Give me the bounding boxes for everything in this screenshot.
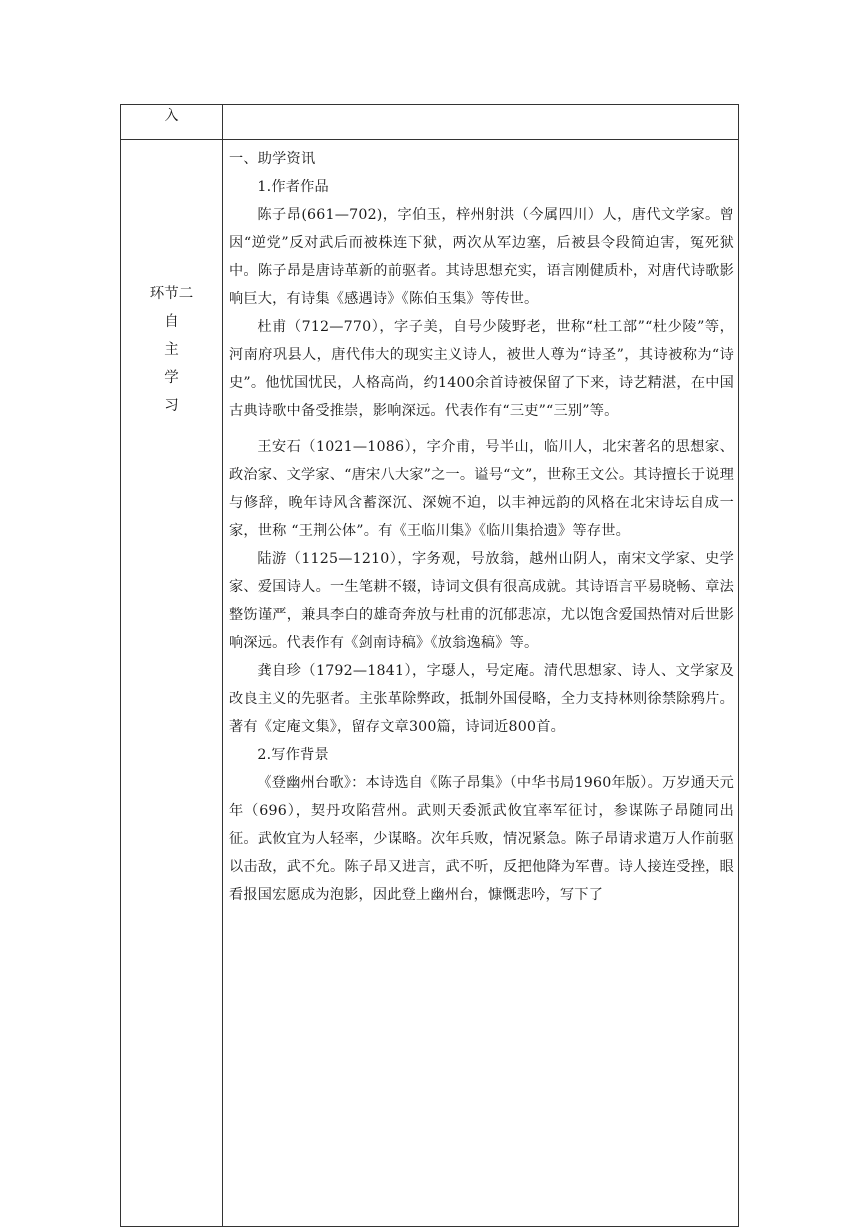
subheading-background: 2.写作背景 xyxy=(257,747,329,763)
table-row xyxy=(121,140,739,1227)
lesson-table xyxy=(120,104,739,1227)
row-label: 入 xyxy=(164,108,179,124)
paragraph-chen-ziang: 陈子昂(661—702)，字伯玉，梓州射洪（今属四川）人，唐代文学家。曾因“逆党”反对武后而被株连下狱，两次从军边塞，后被县令段简迫害，冤死狱中。陈子昂是唐诗革新的前驱者。其诗思想充实，语言刚健质朴，对唐代诗歌影响巨大，有诗集《感遇诗》《陈伯玉集》等传世。 xyxy=(229,207,734,307)
paragraph-wang-anshi: 王安石（1021—1086），字介甫，号半山，临川人，北宋著名的思想家、政治家、文学家、“唐宋八大家”之一。谥号“文”，世称王文公。其诗擅长于说理与修辞，晚年诗风含蓄深沉、深婉不迫，以丰神远韵的风格在北宋诗坛自成一家，世称 “王荆公体”。有《王临川集》《临川集拾遗》等存世。 xyxy=(229,439,734,539)
paragraph-du-fu: 杜甫（712—770），字子美，自号少陵野老，世称“杜工部”“杜少陵”等，河南府巩县人，唐代伟大的现实主义诗人，被世人尊为“诗圣”，其诗被称为“诗史”。他忧国忧民，人格高尚，约1400余首诗被保留了下来，诗艺精湛，在中国古典诗歌中备受推崇，影响深远。代表作有“三吏”“三别”等。 xyxy=(229,319,734,419)
content-cell xyxy=(223,140,739,1227)
stage-label-line: 习 xyxy=(164,398,179,414)
paragraph-lu-you: 陆游（1125—1210），字务观，号放翁，越州山阴人，南宋文学家、史学家、爱国诗人。一生笔耕不辍，诗词文俱有很高成就。其诗语言平易晓畅、章法整饬谨严，兼具李白的雄奇奔放与杜甫的沉郁悲凉，尤以饱含爱国热情对后世影响深远。代表作有《剑南诗稿》《放翁逸稿》等。 xyxy=(229,551,734,651)
paragraph-gong-zizhen: 龚自珍（1792—1841），字璱人，号定庵。清代思想家、诗人、文学家及改良主义的先驱者。主张革除弊政，抵制外国侵略，全力支持林则徐禁除鸦片。著有《定庵文集》，留存文章300篇，诗词近800首。 xyxy=(229,663,734,735)
section-title: 一、助学资讯 xyxy=(229,151,316,167)
row-label-cell xyxy=(121,105,223,140)
stage-label-line: 自 xyxy=(164,314,179,330)
subheading-author-works: 1.作者作品 xyxy=(257,179,329,195)
table-row xyxy=(121,105,739,140)
stage-label-line: 环节二 xyxy=(149,286,194,302)
empty-cell xyxy=(223,105,739,140)
stage-label-cell xyxy=(121,140,223,1227)
paragraph-background: 《登幽州台歌》：本诗选自《陈子昂集》（中华书局1960年版）。万岁通天元年（696），契丹攻陷营州。武则天委派武攸宜率军征讨，参谋陈子昂随同出征。武攸宜为人轻率，少谋略。次年兵败，情况紧急。陈子昂请求遣万人作前驱以击敌，武不允。陈子昂又进言，武不听，反把他降为军曹。诗人接连受挫，眼看报国宏愿成为泡影，因此登上幽州台，慷慨悲吟，写下了 xyxy=(229,775,734,903)
stage-label-line: 主 xyxy=(164,342,179,358)
stage-label-line: 学 xyxy=(164,370,179,386)
